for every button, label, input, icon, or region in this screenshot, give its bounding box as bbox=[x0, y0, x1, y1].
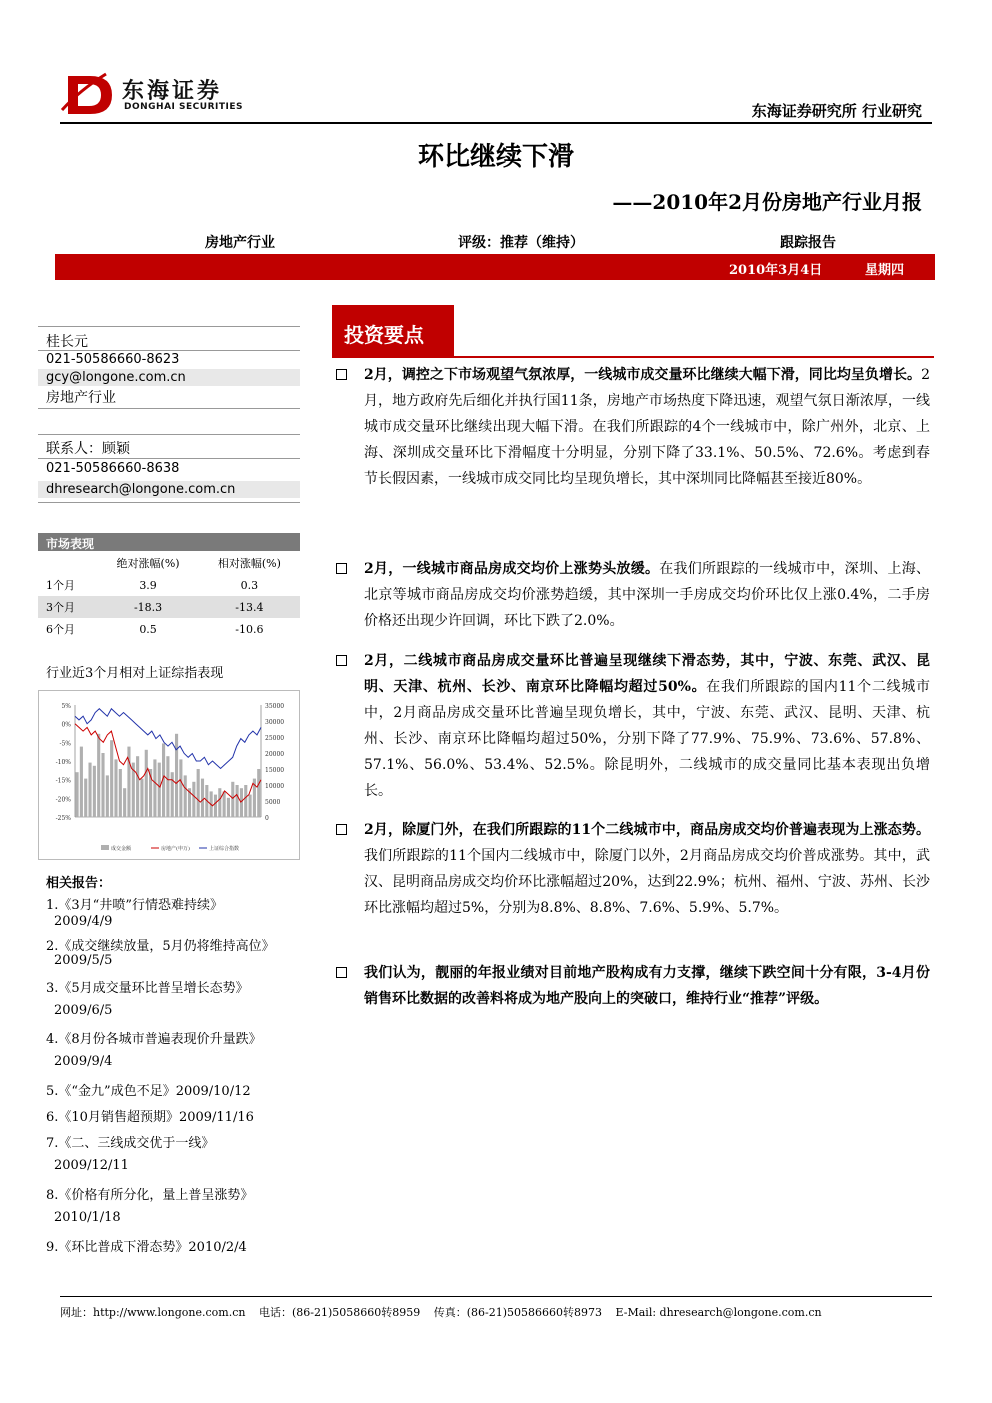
related-report[interactable]: 7.《二、三线成交优于一线》 bbox=[46, 1136, 215, 1151]
section-divider bbox=[332, 356, 934, 358]
volume-bar bbox=[80, 747, 83, 817]
related-report[interactable]: 3.《5月成交量环比普呈增长态势》 bbox=[46, 981, 249, 996]
volume-bar bbox=[93, 766, 96, 817]
related-report-date: 2009/4/9 bbox=[54, 914, 113, 929]
related-report-date: 2009/5/5 bbox=[54, 953, 113, 968]
volume-bar bbox=[76, 772, 79, 817]
volume-bar bbox=[171, 772, 174, 817]
related-report-date: 2009/12/11 bbox=[54, 1158, 129, 1173]
report-date: 2010年3月4日 bbox=[729, 263, 823, 278]
y2-tick-label: 5000 bbox=[265, 799, 281, 806]
table-cell: -10.6 bbox=[235, 622, 264, 636]
card-divider bbox=[38, 350, 300, 351]
section-title: 投资要点 bbox=[332, 305, 454, 357]
volume-bar bbox=[114, 759, 117, 817]
key-point-body: 在我们所跟踪的一线城市中，深圳、上海、北京等城市商品房成交均价涨势趋缓，其中深圳一手房成交均价环比仅上涨0.4%，二手房价格还出现少许回调，环比下跌了2.0%。 bbox=[364, 561, 930, 629]
performance-chart bbox=[39, 691, 299, 859]
volume-bar bbox=[175, 734, 178, 817]
logo-text-en: DONGHAI SECURITIES bbox=[124, 102, 243, 112]
checkbox-bullet-icon bbox=[336, 655, 347, 666]
related-report[interactable]: 4.《8月份各城市普遍表现价升量跌》 bbox=[46, 1032, 262, 1047]
footer bbox=[60, 1304, 940, 1320]
key-point bbox=[334, 648, 930, 804]
report-title: 环比继续下滑 bbox=[417, 142, 574, 172]
table-row bbox=[38, 574, 300, 596]
related-report-date: 2009/9/4 bbox=[54, 1054, 113, 1069]
table-header bbox=[38, 552, 97, 574]
donghai-logo-icon bbox=[60, 70, 120, 120]
y-tick-label: -25% bbox=[55, 815, 71, 822]
volume-bar bbox=[227, 798, 230, 817]
related-report-date: 2009/6/5 bbox=[54, 1003, 113, 1018]
y-tick-label: -20% bbox=[55, 796, 71, 804]
card-divider bbox=[38, 408, 300, 409]
related-heading: 相关报告： bbox=[46, 876, 112, 891]
industry-label: 房地产行业 bbox=[205, 235, 275, 251]
analyst-email[interactable]: gcy@longone.com.cn bbox=[46, 370, 186, 385]
contact-email[interactable]: dhresearch@longone.com.cn bbox=[46, 482, 236, 497]
volume-bar bbox=[84, 779, 87, 817]
company-logo bbox=[60, 70, 280, 120]
table-cell: 3.9 bbox=[139, 578, 157, 592]
volume-bar bbox=[240, 788, 243, 817]
analyst-phone: 021-50586660-8623 bbox=[46, 352, 180, 367]
volume-bar bbox=[123, 788, 126, 817]
volume-bar bbox=[249, 795, 252, 817]
volume-bar bbox=[119, 769, 122, 817]
report-subtitle: ——2010年2月份房地产行业月报 bbox=[612, 190, 922, 214]
footer-website[interactable]: 网址：http://www.longone.com.cn bbox=[60, 1306, 246, 1319]
table-cell: 6个月 bbox=[46, 623, 75, 636]
volume-bar bbox=[179, 759, 182, 817]
report-type-label: 跟踪报告 bbox=[780, 235, 836, 251]
volume-bar bbox=[218, 788, 221, 817]
key-point-body: 在我们所跟踪的国内11个二线城市中，2月商品房成交量环比普遍呈现负增长，其中，宁波、东莞、武汉、昆明、天津、杭州、长沙、南京环比降幅均超过50%，分别下降了77.9%、75.9%、73.6%、57.8%、57.1%、56.0%、53.4%、52.5%。除昆明外，二线城市的成交量同比基本表现出负增长。 bbox=[364, 679, 930, 799]
table-row bbox=[38, 618, 300, 640]
key-point bbox=[334, 817, 930, 921]
related-report-date: 2010/1/18 bbox=[54, 1210, 121, 1225]
volume-bar bbox=[166, 756, 169, 817]
footer-divider bbox=[60, 1296, 932, 1297]
table-header-row bbox=[38, 552, 300, 574]
related-report[interactable]: 8.《价格有所分化，量上普呈涨势》 bbox=[46, 1188, 254, 1203]
key-point-body: 我们所跟踪的11个国内二线城市中，除厦门以外，2月商品房成交均价普成涨势。其中，武汉、昆明商品房成交均价环比涨幅超过20%，达到22.9%；杭州、福州、宁波、苏州、长沙环比涨幅均超过5%，分别为8.8%、8.8%、7.6%、5.9%、5.7%。 bbox=[364, 848, 930, 916]
rating-label: 评级：推荐（维持） bbox=[458, 235, 584, 251]
checkbox-bullet-icon bbox=[336, 369, 347, 380]
table-row bbox=[38, 596, 300, 618]
volume-bar bbox=[231, 782, 234, 817]
market-table bbox=[38, 552, 300, 640]
volume-bar bbox=[197, 769, 200, 817]
y2-tick-label: 35000 bbox=[265, 703, 285, 710]
table-cell: 0.5 bbox=[139, 622, 157, 636]
y2-tick-label: 25000 bbox=[265, 735, 285, 742]
y-tick-label: 5% bbox=[61, 703, 71, 710]
y-tick-label: -5% bbox=[59, 740, 71, 748]
volume-bar bbox=[257, 769, 260, 817]
analyst-name: 桂长元 bbox=[46, 334, 88, 350]
legend-swatch bbox=[101, 845, 109, 850]
volume-bar bbox=[110, 740, 113, 817]
checkbox-bullet-icon bbox=[336, 824, 347, 835]
y2-tick-label: 0 bbox=[265, 815, 269, 822]
volume-bar bbox=[140, 779, 143, 817]
card-divider bbox=[38, 502, 300, 503]
table-header: 绝对涨幅(%) bbox=[116, 557, 180, 570]
volume-bar bbox=[223, 791, 226, 817]
report-weekday: 星期四 bbox=[865, 263, 905, 278]
chart-title: 行业近3个月相对上证综指表现 bbox=[46, 666, 224, 681]
market-heading: 市场表现 bbox=[38, 533, 300, 551]
volume-bar bbox=[153, 759, 156, 817]
volume-bar bbox=[97, 734, 100, 817]
date-bar bbox=[55, 254, 935, 280]
y-tick-label: -15% bbox=[55, 777, 71, 785]
y-tick-label: 0% bbox=[61, 721, 71, 729]
volume-bar bbox=[158, 763, 161, 817]
footer-email[interactable]: E-Mail: dhresearch@longone.com.cn bbox=[615, 1306, 822, 1319]
key-point-body: 2月，地方政府先后细化并执行国11条，房地产市场热度下降迅速，观望气氛日渐浓厚，一线城市成交量环比继续出现大幅下滑。在我们所跟踪的4个一线城市中，除广州外，北京、上海、深圳成交量环比下滑幅度十分明显，分别下降了33.1%、50.5%、72.6%。考虑到春节长假因素，一线城市成交同比均呈现负增长，其中深圳同比降幅甚至接近80%。 bbox=[364, 367, 930, 487]
table-cell: 1个月 bbox=[46, 579, 75, 592]
related-report[interactable]: 5.《“金九”成色不足》2009/10/12 bbox=[46, 1084, 251, 1099]
legend-label: 房地产(申万) bbox=[161, 846, 190, 852]
logo-text-cn: 东海证券 bbox=[122, 79, 223, 104]
contact-name: 联系人：顾颖 bbox=[46, 441, 130, 457]
chart-container bbox=[38, 690, 300, 860]
legend-label: 上证综合指数 bbox=[209, 846, 240, 852]
table-cell: -18.3 bbox=[97, 596, 198, 618]
volume-bar bbox=[244, 785, 247, 817]
volume-bar bbox=[192, 782, 195, 817]
volume-bar bbox=[201, 779, 204, 817]
y2-tick-label: 20000 bbox=[265, 751, 285, 758]
y2-tick-label: 15000 bbox=[265, 767, 285, 774]
footer-phone: 电话：(86-21)5058660转8959 bbox=[258, 1306, 421, 1319]
table-cell: -13.4 bbox=[199, 596, 300, 618]
table-header: 相对涨幅(%) bbox=[217, 557, 281, 570]
related-report[interactable]: 6.《10月销售超预期》2009/11/16 bbox=[46, 1110, 254, 1125]
key-point-lead: 2月，调控之下市场观望气氛浓厚，一线城市成交量环比继续大幅下滑，同比均呈负增长。 bbox=[364, 367, 922, 383]
key-point-lead: 2月，二线城市商品房成交量环比普遍呈现继续下滑态势，其中，宁波、东莞、武汉、昆明、天津、杭州、长沙、南京环比降幅均超过50%。 bbox=[364, 653, 930, 695]
volume-bar bbox=[184, 775, 187, 817]
key-point-lead: 2月，除厦门外，在我们所跟踪的11个二线城市中，商品房成交均价普遍表现为上涨态势。 bbox=[364, 822, 930, 838]
header-divider bbox=[60, 122, 932, 124]
related-report[interactable]: 9.《环比普成下滑态势》2010/2/4 bbox=[46, 1240, 247, 1255]
analyst-sector: 房地产行业 bbox=[46, 390, 116, 406]
table-cell: 0.3 bbox=[240, 578, 259, 592]
y2-tick-label: 30000 bbox=[265, 719, 285, 726]
card-divider bbox=[38, 458, 300, 459]
volume-bar bbox=[88, 763, 91, 817]
related-report[interactable]: 2.《成交继续放量，5月仍将维持高位》 bbox=[46, 939, 275, 954]
contact-phone: 021-50586660-8638 bbox=[46, 461, 180, 476]
key-point-lead: 2月，一线城市商品房成交均价上涨势头放缓。 bbox=[364, 561, 660, 577]
y-tick-label: -10% bbox=[55, 759, 71, 766]
key-point bbox=[334, 556, 930, 634]
institute-label: 东海证券研究所 行业研究 bbox=[751, 102, 922, 120]
key-point bbox=[334, 362, 930, 492]
y2-tick-label: 10000 bbox=[265, 783, 285, 790]
volume-bar bbox=[136, 756, 139, 817]
related-report[interactable]: 1.《3月“井喷”行情恐难持续》 bbox=[46, 898, 223, 913]
footer-fax: 传真：(86-21)50586660转8973 bbox=[433, 1306, 603, 1319]
card-divider bbox=[38, 326, 300, 327]
volume-bar bbox=[214, 795, 217, 817]
key-point-lead: 我们认为，靓丽的年报业绩对目前地产股构成有力支撑，继续下跌空间十分有限，3-4月份销售环比数据的改善料将成为地产股向上的突破口，维持行业“推荐”评级。 bbox=[364, 965, 930, 1007]
checkbox-bullet-icon bbox=[336, 563, 347, 574]
volume-bar bbox=[236, 785, 239, 817]
card-divider bbox=[38, 434, 300, 435]
volume-bar bbox=[101, 753, 104, 817]
volume-bar bbox=[145, 750, 148, 817]
checkbox-bullet-icon bbox=[336, 967, 347, 978]
table-cell: 3个月 bbox=[38, 596, 97, 618]
volume-bar bbox=[106, 775, 109, 817]
key-point bbox=[334, 960, 930, 1012]
legend-label: 成交金额 bbox=[111, 846, 132, 852]
